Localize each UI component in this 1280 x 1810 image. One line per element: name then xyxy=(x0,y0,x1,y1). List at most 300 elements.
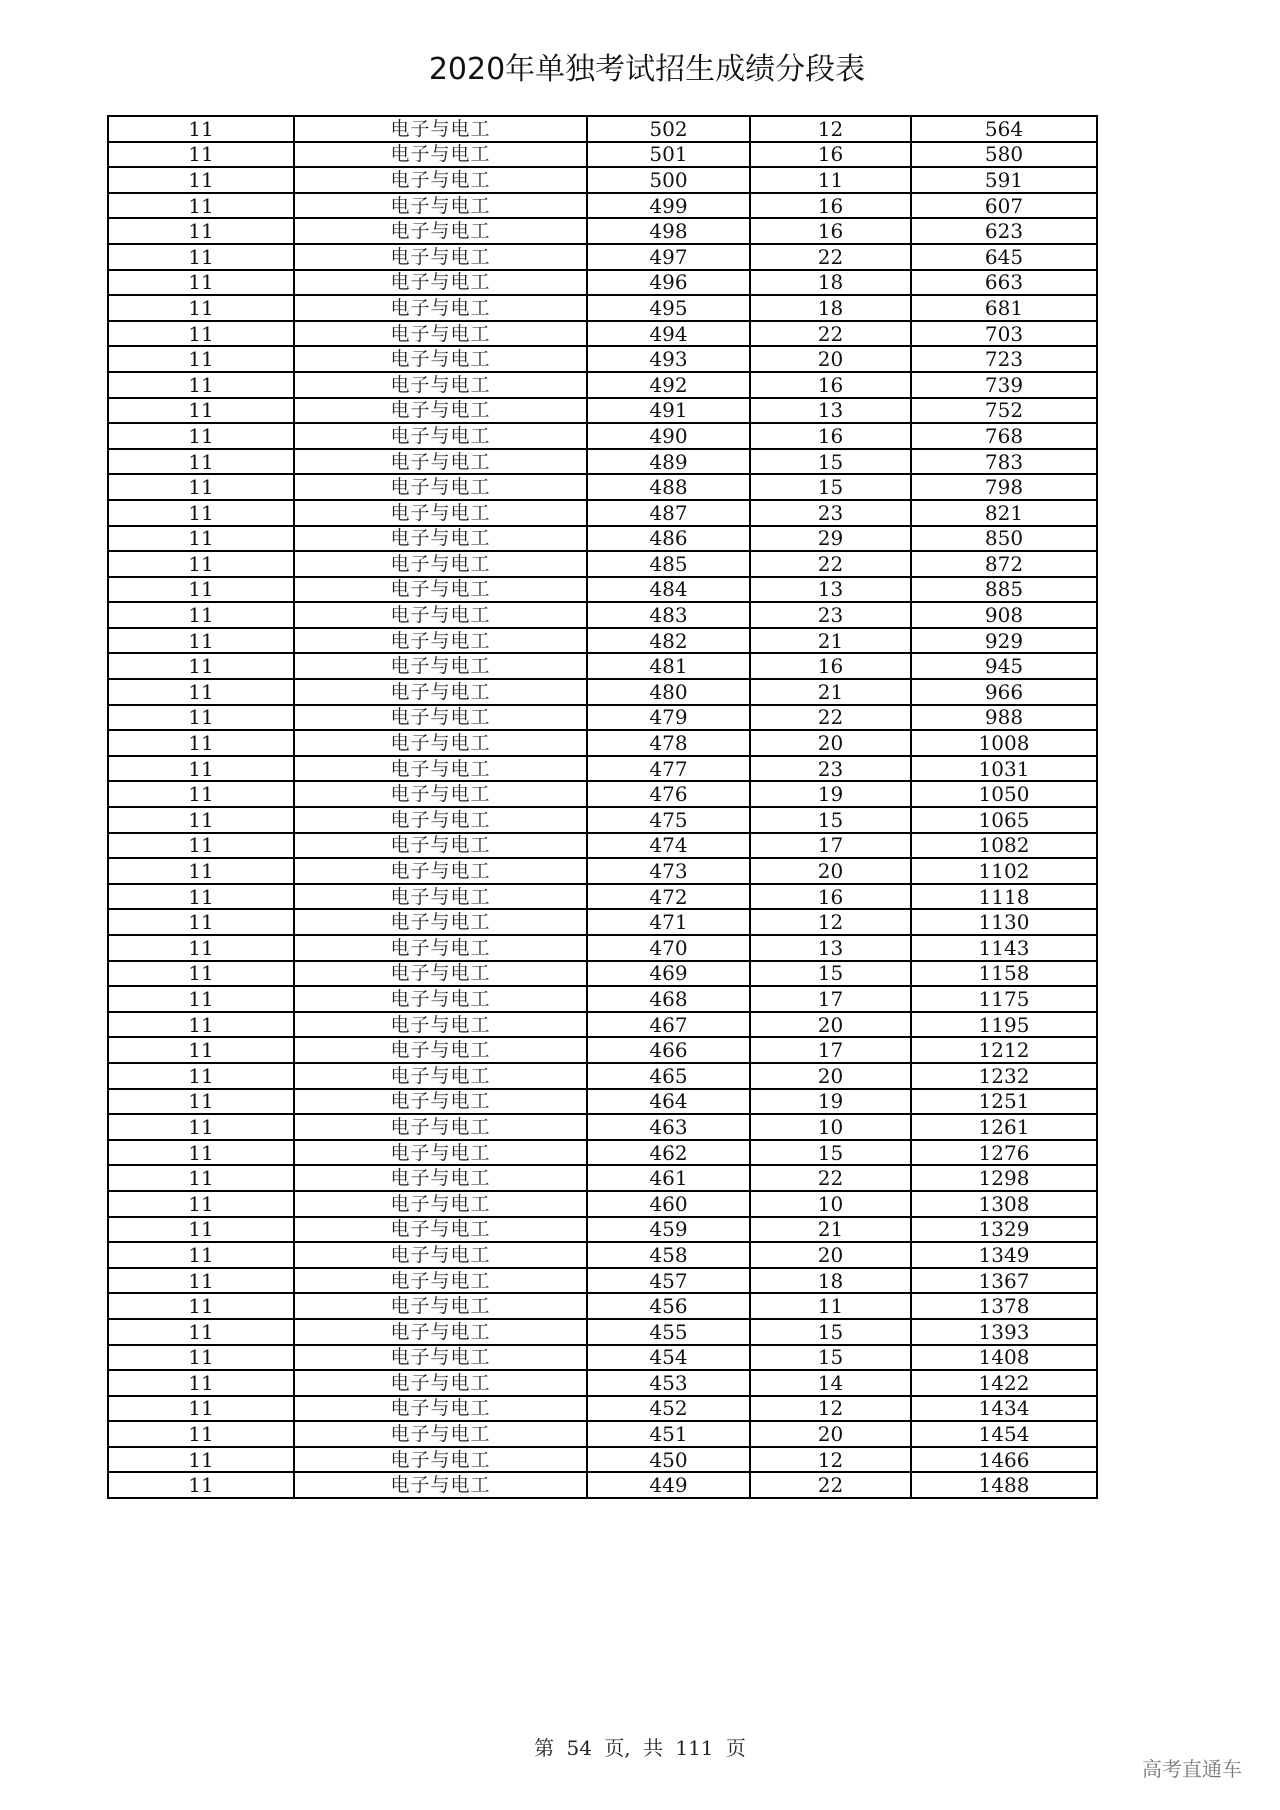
score-cell: 455 xyxy=(587,1319,750,1345)
cumulative-count-cell: 580 xyxy=(911,142,1097,168)
category-name-cell: 电子与电工 xyxy=(294,1012,587,1038)
cumulative-count-cell: 966 xyxy=(911,679,1097,705)
category-code-cell: 11 xyxy=(108,577,294,603)
score-cell: 453 xyxy=(587,1370,750,1396)
score-cell: 485 xyxy=(587,551,750,577)
category-name-cell: 电子与电工 xyxy=(294,1217,587,1243)
count-cell: 11 xyxy=(750,167,911,193)
table-row xyxy=(108,1370,1097,1396)
count-cell: 12 xyxy=(750,116,911,142)
score-cell: 465 xyxy=(587,1063,750,1089)
score-cell: 472 xyxy=(587,884,750,910)
table-row xyxy=(108,1140,1097,1166)
count-cell: 19 xyxy=(750,1089,911,1115)
category-name-cell: 电子与电工 xyxy=(294,653,587,679)
category-code-cell: 11 xyxy=(108,909,294,935)
category-code-cell: 11 xyxy=(108,884,294,910)
category-code-cell: 11 xyxy=(108,193,294,219)
category-name-cell: 电子与电工 xyxy=(294,321,587,347)
category-name-cell: 电子与电工 xyxy=(294,449,587,475)
table-row xyxy=(108,321,1097,347)
score-cell: 482 xyxy=(587,628,750,654)
cumulative-count-cell: 1195 xyxy=(911,1012,1097,1038)
cumulative-count-cell: 768 xyxy=(911,423,1097,449)
cumulative-count-cell: 1065 xyxy=(911,807,1097,833)
score-cell: 451 xyxy=(587,1421,750,1447)
category-code-cell: 11 xyxy=(108,1012,294,1038)
table-row xyxy=(108,1089,1097,1115)
score-cell: 476 xyxy=(587,781,750,807)
category-name-cell: 电子与电工 xyxy=(294,1165,587,1191)
category-name-cell: 电子与电工 xyxy=(294,679,587,705)
count-cell: 15 xyxy=(750,807,911,833)
count-cell: 20 xyxy=(750,858,911,884)
count-cell: 21 xyxy=(750,628,911,654)
category-name-cell: 电子与电工 xyxy=(294,909,587,935)
category-code-cell: 11 xyxy=(108,807,294,833)
category-code-cell: 11 xyxy=(108,1472,294,1498)
score-cell: 449 xyxy=(587,1472,750,1498)
category-name-cell: 电子与电工 xyxy=(294,244,587,270)
count-cell: 18 xyxy=(750,295,911,321)
table-row xyxy=(108,935,1097,961)
count-cell: 20 xyxy=(750,1242,911,1268)
cumulative-count-cell: 929 xyxy=(911,628,1097,654)
category-name-cell: 电子与电工 xyxy=(294,1370,587,1396)
category-name-cell: 电子与电工 xyxy=(294,781,587,807)
cumulative-count-cell: 1118 xyxy=(911,884,1097,910)
category-name-cell: 电子与电工 xyxy=(294,167,587,193)
table-row xyxy=(108,449,1097,475)
category-code-cell: 11 xyxy=(108,1293,294,1319)
category-name-cell: 电子与电工 xyxy=(294,116,587,142)
category-code-cell: 11 xyxy=(108,986,294,1012)
category-name-cell: 电子与电工 xyxy=(294,628,587,654)
cumulative-count-cell: 850 xyxy=(911,526,1097,552)
cumulative-count-cell: 1082 xyxy=(911,833,1097,859)
category-name-cell: 电子与电工 xyxy=(294,551,587,577)
category-name-cell: 电子与电工 xyxy=(294,935,587,961)
table-row xyxy=(108,986,1097,1012)
score-cell: 466 xyxy=(587,1037,750,1063)
score-cell: 475 xyxy=(587,807,750,833)
score-cell: 496 xyxy=(587,270,750,296)
cumulative-count-cell: 1466 xyxy=(911,1447,1097,1473)
table-body xyxy=(108,116,1097,1498)
category-code-cell: 11 xyxy=(108,244,294,270)
table-row xyxy=(108,833,1097,859)
table-row xyxy=(108,1165,1097,1191)
score-cell: 454 xyxy=(587,1345,750,1371)
category-name-cell: 电子与电工 xyxy=(294,1089,587,1115)
category-name-cell: 电子与电工 xyxy=(294,807,587,833)
count-cell: 12 xyxy=(750,1447,911,1473)
table-row xyxy=(108,909,1097,935)
category-code-cell: 11 xyxy=(108,1268,294,1294)
table-row xyxy=(108,1037,1097,1063)
cumulative-count-cell: 1367 xyxy=(911,1268,1097,1294)
category-code-cell: 11 xyxy=(108,167,294,193)
score-cell: 494 xyxy=(587,321,750,347)
score-cell: 462 xyxy=(587,1140,750,1166)
count-cell: 16 xyxy=(750,423,911,449)
category-code-cell: 11 xyxy=(108,730,294,756)
score-cell: 492 xyxy=(587,372,750,398)
page-number: 第 54 页, 共 111 页 xyxy=(534,1736,746,1760)
score-cell: 491 xyxy=(587,398,750,424)
category-name-cell: 电子与电工 xyxy=(294,372,587,398)
cumulative-count-cell: 783 xyxy=(911,449,1097,475)
cumulative-count-cell: 1102 xyxy=(911,858,1097,884)
category-name-cell: 电子与电工 xyxy=(294,884,587,910)
count-cell: 22 xyxy=(750,244,911,270)
category-code-cell: 11 xyxy=(108,1447,294,1473)
table-row xyxy=(108,1396,1097,1422)
category-name-cell: 电子与电工 xyxy=(294,833,587,859)
cumulative-count-cell: 591 xyxy=(911,167,1097,193)
category-code-cell: 11 xyxy=(108,781,294,807)
table-row xyxy=(108,474,1097,500)
score-cell: 502 xyxy=(587,116,750,142)
category-code-cell: 11 xyxy=(108,1165,294,1191)
score-cell: 464 xyxy=(587,1089,750,1115)
category-name-cell: 电子与电工 xyxy=(294,474,587,500)
score-cell: 501 xyxy=(587,142,750,168)
category-code-cell: 11 xyxy=(108,628,294,654)
count-cell: 11 xyxy=(750,1293,911,1319)
count-cell: 23 xyxy=(750,756,911,782)
count-cell: 13 xyxy=(750,398,911,424)
score-cell: 470 xyxy=(587,935,750,961)
cumulative-count-cell: 1298 xyxy=(911,1165,1097,1191)
table-row xyxy=(108,193,1097,219)
score-cell: 486 xyxy=(587,526,750,552)
count-cell: 12 xyxy=(750,909,911,935)
category-name-cell: 电子与电工 xyxy=(294,1268,587,1294)
table-row xyxy=(108,653,1097,679)
score-cell: 461 xyxy=(587,1165,750,1191)
score-cell: 474 xyxy=(587,833,750,859)
category-name-cell: 电子与电工 xyxy=(294,1191,587,1217)
category-name-cell: 电子与电工 xyxy=(294,1114,587,1140)
count-cell: 16 xyxy=(750,193,911,219)
score-cell: 493 xyxy=(587,346,750,372)
category-name-cell: 电子与电工 xyxy=(294,1421,587,1447)
count-cell: 20 xyxy=(750,1063,911,1089)
count-cell: 21 xyxy=(750,1217,911,1243)
table-row xyxy=(108,781,1097,807)
table-row xyxy=(108,1472,1097,1498)
category-code-cell: 11 xyxy=(108,500,294,526)
count-cell: 10 xyxy=(750,1191,911,1217)
cumulative-count-cell: 1422 xyxy=(911,1370,1097,1396)
category-code-cell: 11 xyxy=(108,1217,294,1243)
count-cell: 17 xyxy=(750,1037,911,1063)
count-cell: 20 xyxy=(750,346,911,372)
category-name-cell: 电子与电工 xyxy=(294,730,587,756)
category-name-cell: 电子与电工 xyxy=(294,142,587,168)
category-code-cell: 11 xyxy=(108,705,294,731)
cumulative-count-cell: 1143 xyxy=(911,935,1097,961)
count-cell: 22 xyxy=(750,551,911,577)
category-code-cell: 11 xyxy=(108,398,294,424)
score-cell: 498 xyxy=(587,218,750,244)
category-code-cell: 11 xyxy=(108,756,294,782)
table-row xyxy=(108,295,1097,321)
count-cell: 23 xyxy=(750,602,911,628)
table-row xyxy=(108,346,1097,372)
cumulative-count-cell: 623 xyxy=(911,218,1097,244)
table-row xyxy=(108,1012,1097,1038)
category-name-cell: 电子与电工 xyxy=(294,1345,587,1371)
category-code-cell: 11 xyxy=(108,1089,294,1115)
category-code-cell: 11 xyxy=(108,321,294,347)
score-cell: 467 xyxy=(587,1012,750,1038)
count-cell: 16 xyxy=(750,884,911,910)
category-code-cell: 11 xyxy=(108,1242,294,1268)
category-code-cell: 11 xyxy=(108,1319,294,1345)
count-cell: 15 xyxy=(750,474,911,500)
cumulative-count-cell: 1276 xyxy=(911,1140,1097,1166)
category-code-cell: 11 xyxy=(108,833,294,859)
cumulative-count-cell: 1408 xyxy=(911,1345,1097,1371)
category-code-cell: 11 xyxy=(108,449,294,475)
table-row xyxy=(108,602,1097,628)
score-cell: 497 xyxy=(587,244,750,270)
count-cell: 20 xyxy=(750,730,911,756)
category-code-cell: 11 xyxy=(108,218,294,244)
score-cell: 499 xyxy=(587,193,750,219)
category-name-cell: 电子与电工 xyxy=(294,577,587,603)
cumulative-count-cell: 1130 xyxy=(911,909,1097,935)
cumulative-count-cell: 663 xyxy=(911,270,1097,296)
category-name-cell: 电子与电工 xyxy=(294,270,587,296)
count-cell: 16 xyxy=(750,142,911,168)
count-cell: 22 xyxy=(750,705,911,731)
category-code-cell: 11 xyxy=(108,1140,294,1166)
category-code-cell: 11 xyxy=(108,423,294,449)
count-cell: 15 xyxy=(750,449,911,475)
table-row xyxy=(108,1063,1097,1089)
cumulative-count-cell: 1251 xyxy=(911,1089,1097,1115)
count-cell: 13 xyxy=(750,577,911,603)
cumulative-count-cell: 681 xyxy=(911,295,1097,321)
category-name-cell: 电子与电工 xyxy=(294,398,587,424)
category-code-cell: 11 xyxy=(108,116,294,142)
table-row xyxy=(108,1242,1097,1268)
category-code-cell: 11 xyxy=(108,1191,294,1217)
score-cell: 483 xyxy=(587,602,750,628)
category-name-cell: 电子与电工 xyxy=(294,1396,587,1422)
count-cell: 23 xyxy=(750,500,911,526)
cumulative-count-cell: 1393 xyxy=(911,1319,1097,1345)
category-name-cell: 电子与电工 xyxy=(294,1063,587,1089)
score-cell: 488 xyxy=(587,474,750,500)
category-name-cell: 电子与电工 xyxy=(294,423,587,449)
score-cell: 469 xyxy=(587,961,750,987)
category-name-cell: 电子与电工 xyxy=(294,756,587,782)
table-row xyxy=(108,1191,1097,1217)
category-name-cell: 电子与电工 xyxy=(294,1293,587,1319)
score-cell: 463 xyxy=(587,1114,750,1140)
cumulative-count-cell: 1454 xyxy=(911,1421,1097,1447)
watermark: 高考直通车 xyxy=(1142,1757,1242,1781)
table-row xyxy=(108,1114,1097,1140)
category-name-cell: 电子与电工 xyxy=(294,1140,587,1166)
category-code-cell: 11 xyxy=(108,935,294,961)
score-cell: 473 xyxy=(587,858,750,884)
count-cell: 12 xyxy=(750,1396,911,1422)
category-name-cell: 电子与电工 xyxy=(294,1319,587,1345)
category-code-cell: 11 xyxy=(108,679,294,705)
count-cell: 13 xyxy=(750,935,911,961)
score-cell: 500 xyxy=(587,167,750,193)
category-code-cell: 11 xyxy=(108,1114,294,1140)
cumulative-count-cell: 1261 xyxy=(911,1114,1097,1140)
category-code-cell: 11 xyxy=(108,474,294,500)
count-cell: 17 xyxy=(750,986,911,1012)
table-row xyxy=(108,372,1097,398)
score-cell: 480 xyxy=(587,679,750,705)
count-cell: 15 xyxy=(750,1345,911,1371)
table-row xyxy=(108,551,1097,577)
cumulative-count-cell: 739 xyxy=(911,372,1097,398)
score-distribution-table-container xyxy=(107,115,1096,1499)
category-code-cell: 11 xyxy=(108,602,294,628)
category-name-cell: 电子与电工 xyxy=(294,500,587,526)
score-cell: 487 xyxy=(587,500,750,526)
count-cell: 15 xyxy=(750,1140,911,1166)
cumulative-count-cell: 607 xyxy=(911,193,1097,219)
category-name-cell: 电子与电工 xyxy=(294,961,587,987)
cumulative-count-cell: 564 xyxy=(911,116,1097,142)
table-row xyxy=(108,730,1097,756)
category-code-cell: 11 xyxy=(108,1396,294,1422)
score-cell: 489 xyxy=(587,449,750,475)
cumulative-count-cell: 703 xyxy=(911,321,1097,347)
score-cell: 490 xyxy=(587,423,750,449)
score-cell: 459 xyxy=(587,1217,750,1243)
category-code-cell: 11 xyxy=(108,1345,294,1371)
category-code-cell: 11 xyxy=(108,1370,294,1396)
category-code-cell: 11 xyxy=(108,551,294,577)
cumulative-count-cell: 1232 xyxy=(911,1063,1097,1089)
category-code-cell: 11 xyxy=(108,653,294,679)
category-code-cell: 11 xyxy=(108,142,294,168)
score-cell: 495 xyxy=(587,295,750,321)
table-row xyxy=(108,961,1097,987)
cumulative-count-cell: 1212 xyxy=(911,1037,1097,1063)
cumulative-count-cell: 908 xyxy=(911,602,1097,628)
cumulative-count-cell: 723 xyxy=(911,346,1097,372)
score-cell: 452 xyxy=(587,1396,750,1422)
page-title: 2020年单独考试招生成绩分段表 xyxy=(428,52,866,87)
count-cell: 22 xyxy=(750,1472,911,1498)
score-cell: 450 xyxy=(587,1447,750,1473)
table-row xyxy=(108,167,1097,193)
count-cell: 19 xyxy=(750,781,911,807)
category-code-cell: 11 xyxy=(108,1421,294,1447)
category-name-cell: 电子与电工 xyxy=(294,1447,587,1473)
count-cell: 17 xyxy=(750,833,911,859)
cumulative-count-cell: 821 xyxy=(911,500,1097,526)
score-cell: 456 xyxy=(587,1293,750,1319)
cumulative-count-cell: 988 xyxy=(911,705,1097,731)
count-cell: 21 xyxy=(750,679,911,705)
table-row xyxy=(108,526,1097,552)
cumulative-count-cell: 1308 xyxy=(911,1191,1097,1217)
table-row xyxy=(108,858,1097,884)
table-row xyxy=(108,884,1097,910)
table-row xyxy=(108,679,1097,705)
table-row xyxy=(108,1293,1097,1319)
category-code-cell: 11 xyxy=(108,526,294,552)
score-cell: 460 xyxy=(587,1191,750,1217)
count-cell: 15 xyxy=(750,961,911,987)
cumulative-count-cell: 1031 xyxy=(911,756,1097,782)
cumulative-count-cell: 645 xyxy=(911,244,1097,270)
cumulative-count-cell: 1008 xyxy=(911,730,1097,756)
cumulative-count-cell: 752 xyxy=(911,398,1097,424)
category-name-cell: 电子与电工 xyxy=(294,295,587,321)
cumulative-count-cell: 1378 xyxy=(911,1293,1097,1319)
count-cell: 15 xyxy=(750,1319,911,1345)
count-cell: 29 xyxy=(750,526,911,552)
cumulative-count-cell: 798 xyxy=(911,474,1097,500)
score-cell: 471 xyxy=(587,909,750,935)
score-cell: 468 xyxy=(587,986,750,1012)
count-cell: 14 xyxy=(750,1370,911,1396)
table-row xyxy=(108,398,1097,424)
score-cell: 478 xyxy=(587,730,750,756)
table-row xyxy=(108,807,1097,833)
category-name-cell: 电子与电工 xyxy=(294,602,587,628)
category-name-cell: 电子与电工 xyxy=(294,705,587,731)
score-cell: 484 xyxy=(587,577,750,603)
count-cell: 10 xyxy=(750,1114,911,1140)
count-cell: 20 xyxy=(750,1012,911,1038)
score-cell: 479 xyxy=(587,705,750,731)
category-name-cell: 电子与电工 xyxy=(294,1242,587,1268)
category-code-cell: 11 xyxy=(108,295,294,321)
table-row xyxy=(108,270,1097,296)
table-row xyxy=(108,116,1097,142)
table-row xyxy=(108,142,1097,168)
score-cell: 481 xyxy=(587,653,750,679)
category-code-cell: 11 xyxy=(108,1063,294,1089)
category-name-cell: 电子与电工 xyxy=(294,218,587,244)
table-row xyxy=(108,500,1097,526)
cumulative-count-cell: 872 xyxy=(911,551,1097,577)
table-row xyxy=(108,705,1097,731)
cumulative-count-cell: 1349 xyxy=(911,1242,1097,1268)
category-code-cell: 11 xyxy=(108,372,294,398)
cumulative-count-cell: 1050 xyxy=(911,781,1097,807)
category-name-cell: 电子与电工 xyxy=(294,1472,587,1498)
category-code-cell: 11 xyxy=(108,961,294,987)
cumulative-count-cell: 1434 xyxy=(911,1396,1097,1422)
category-code-cell: 11 xyxy=(108,270,294,296)
table-row xyxy=(108,1268,1097,1294)
count-cell: 22 xyxy=(750,1165,911,1191)
category-name-cell: 电子与电工 xyxy=(294,346,587,372)
count-cell: 18 xyxy=(750,270,911,296)
score-distribution-table xyxy=(107,115,1098,1499)
cumulative-count-cell: 1158 xyxy=(911,961,1097,987)
cumulative-count-cell: 1488 xyxy=(911,1472,1097,1498)
count-cell: 16 xyxy=(750,218,911,244)
table-row xyxy=(108,218,1097,244)
